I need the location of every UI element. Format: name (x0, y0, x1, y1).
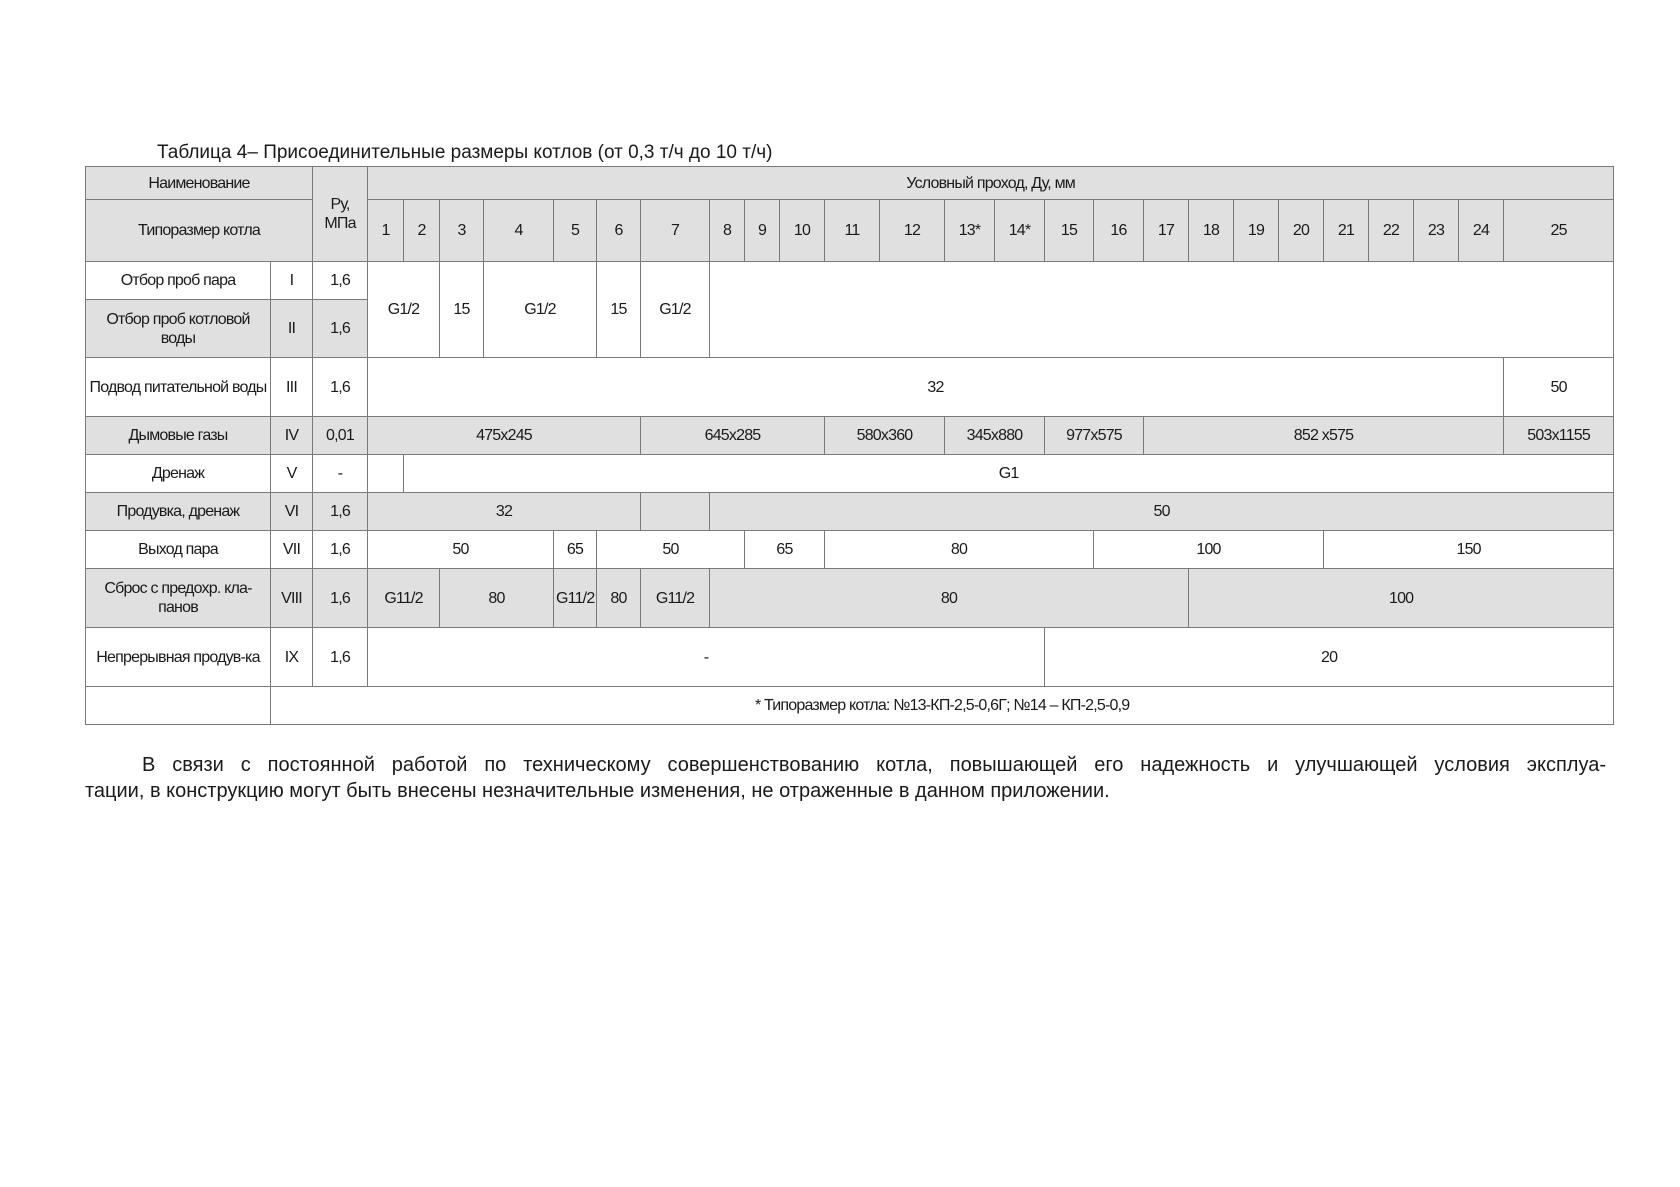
row-pressure: 1,6 (313, 569, 368, 628)
cell-value: G1/2 (641, 262, 710, 358)
table-row (86, 493, 1614, 531)
row-name: Подвод питательной воды (86, 358, 271, 417)
column-number: 25 (1504, 200, 1614, 262)
cell-value: 20 (1045, 628, 1614, 687)
row-number: I (271, 262, 313, 300)
cell-empty (86, 687, 271, 725)
table-caption: Таблица 4– Присоединительные размеры котлов (от 0,3 т/ч до 10 т/ч) (157, 142, 773, 163)
row-number: VII (271, 531, 313, 569)
header-name: Наименование (86, 167, 313, 200)
cell-value: 32 (368, 358, 1504, 417)
row-name: Отбор проб пара (86, 262, 271, 300)
column-number: 20 (1279, 200, 1324, 262)
row-pressure: 0,01 (313, 417, 368, 455)
cell-value: 80 (597, 569, 641, 628)
cell-value: 15 (440, 262, 484, 358)
header-pressure: Ру, МПа (313, 167, 368, 262)
column-number: 16 (1094, 200, 1144, 262)
table-row (86, 628, 1614, 687)
footnote-row (86, 687, 1614, 725)
row-number: V (271, 455, 313, 493)
header-row-1 (86, 167, 1614, 200)
column-number: 11 (825, 200, 880, 262)
column-number: 1 (368, 200, 404, 262)
column-number: 6 (597, 200, 641, 262)
cell-value: 100 (1094, 531, 1324, 569)
cell-value: 50 (1504, 358, 1614, 417)
row-pressure: 1,6 (313, 262, 368, 300)
row-number: III (271, 358, 313, 417)
row-pressure: - (313, 455, 368, 493)
cell-value: 32 (368, 493, 641, 531)
column-number: 15 (1045, 200, 1094, 262)
row-name: Непрерывная продув-ка (86, 628, 271, 687)
cell-value: 15 (597, 262, 641, 358)
cell-value: 50 (368, 531, 554, 569)
cell-value: 80 (710, 569, 1189, 628)
column-number: 4 (484, 200, 554, 262)
table-row (86, 417, 1614, 455)
cell-value: 852 x575 (1144, 417, 1504, 455)
cell-empty (710, 262, 1614, 358)
column-number: 10 (780, 200, 825, 262)
column-number: 21 (1324, 200, 1369, 262)
cell-value: 80 (825, 531, 1094, 569)
row-name: Выход пара (86, 531, 271, 569)
row-name: Дренаж (86, 455, 271, 493)
table-row (86, 262, 1614, 300)
cell-value: 50 (597, 531, 745, 569)
cell-value: 50 (710, 493, 1614, 531)
connection-dimensions-table (85, 166, 1614, 725)
table-row (86, 455, 1614, 493)
cell-value: 977x575 (1045, 417, 1144, 455)
row-pressure: 1,6 (313, 358, 368, 417)
row-number: VIII (271, 569, 313, 628)
cell-value: 65 (745, 531, 825, 569)
column-number: 7 (641, 200, 710, 262)
column-number: 18 (1189, 200, 1234, 262)
cell-value: 475x245 (368, 417, 641, 455)
cell-value: G11/2 (641, 569, 710, 628)
column-number: 14* (995, 200, 1045, 262)
row-number: IX (271, 628, 313, 687)
row-number: VI (271, 493, 313, 531)
column-number: 8 (710, 200, 745, 262)
cell-value: 580x360 (825, 417, 945, 455)
column-number: 24 (1459, 200, 1504, 262)
body-paragraph (85, 752, 1606, 804)
cell-value: G11/2 (368, 569, 440, 628)
column-number: 2 (404, 200, 440, 262)
cell-value: 100 (1189, 569, 1614, 628)
row-pressure: 1,6 (313, 300, 368, 358)
cell-value: 503x1155 (1504, 417, 1614, 455)
row-name: Сброс с предохр. кла-панов (86, 569, 271, 628)
paragraph-line-1: В связи с постоянной работой по техническому совершенствованию котла, повышающей его надежность и улучшающей условия эксплуа- (142, 754, 1606, 776)
header-boiler-size: Типоразмер котла (86, 200, 313, 262)
cell-value: 645x285 (641, 417, 825, 455)
table-row (86, 358, 1614, 417)
table-footnote: * Типоразмер котла: №13-КП-2,5-0,6Г; №14 – КП-2,5-0,9 (271, 687, 1614, 725)
cell-value: - (368, 628, 1045, 687)
column-number: 17 (1144, 200, 1189, 262)
column-number: 22 (1369, 200, 1414, 262)
row-name: Дымовые газы (86, 417, 271, 455)
row-pressure: 1,6 (313, 628, 368, 687)
cell-value: 80 (440, 569, 554, 628)
table-row (86, 569, 1614, 628)
cell-value: G1/2 (368, 262, 440, 358)
paragraph-line-2: тации, в конструкцию могут быть внесены незначительные изменения, не отраженные в данном приложении. (85, 780, 1110, 802)
cell-value: G1 (404, 455, 1614, 493)
table-row (86, 531, 1614, 569)
cell-empty (368, 455, 404, 493)
row-number: IV (271, 417, 313, 455)
row-name: Продувка, дренаж (86, 493, 271, 531)
column-number: 3 (440, 200, 484, 262)
cell-value: G11/2 (554, 569, 597, 628)
row-number: II (271, 300, 313, 358)
header-passage: Условный проход, Ду, мм (368, 167, 1614, 200)
column-number: 5 (554, 200, 597, 262)
row-pressure: 1,6 (313, 531, 368, 569)
column-number: 13* (945, 200, 995, 262)
cell-value: 345x880 (945, 417, 1045, 455)
column-number: 9 (745, 200, 780, 262)
row-pressure: 1,6 (313, 493, 368, 531)
cell-empty (641, 493, 710, 531)
column-number: 19 (1234, 200, 1279, 262)
row-name: Отбор проб котловой воды (86, 300, 271, 358)
cell-value: 150 (1324, 531, 1614, 569)
column-number: 12 (880, 200, 945, 262)
cell-value: 65 (554, 531, 597, 569)
column-number: 23 (1414, 200, 1459, 262)
cell-value: G1/2 (484, 262, 597, 358)
